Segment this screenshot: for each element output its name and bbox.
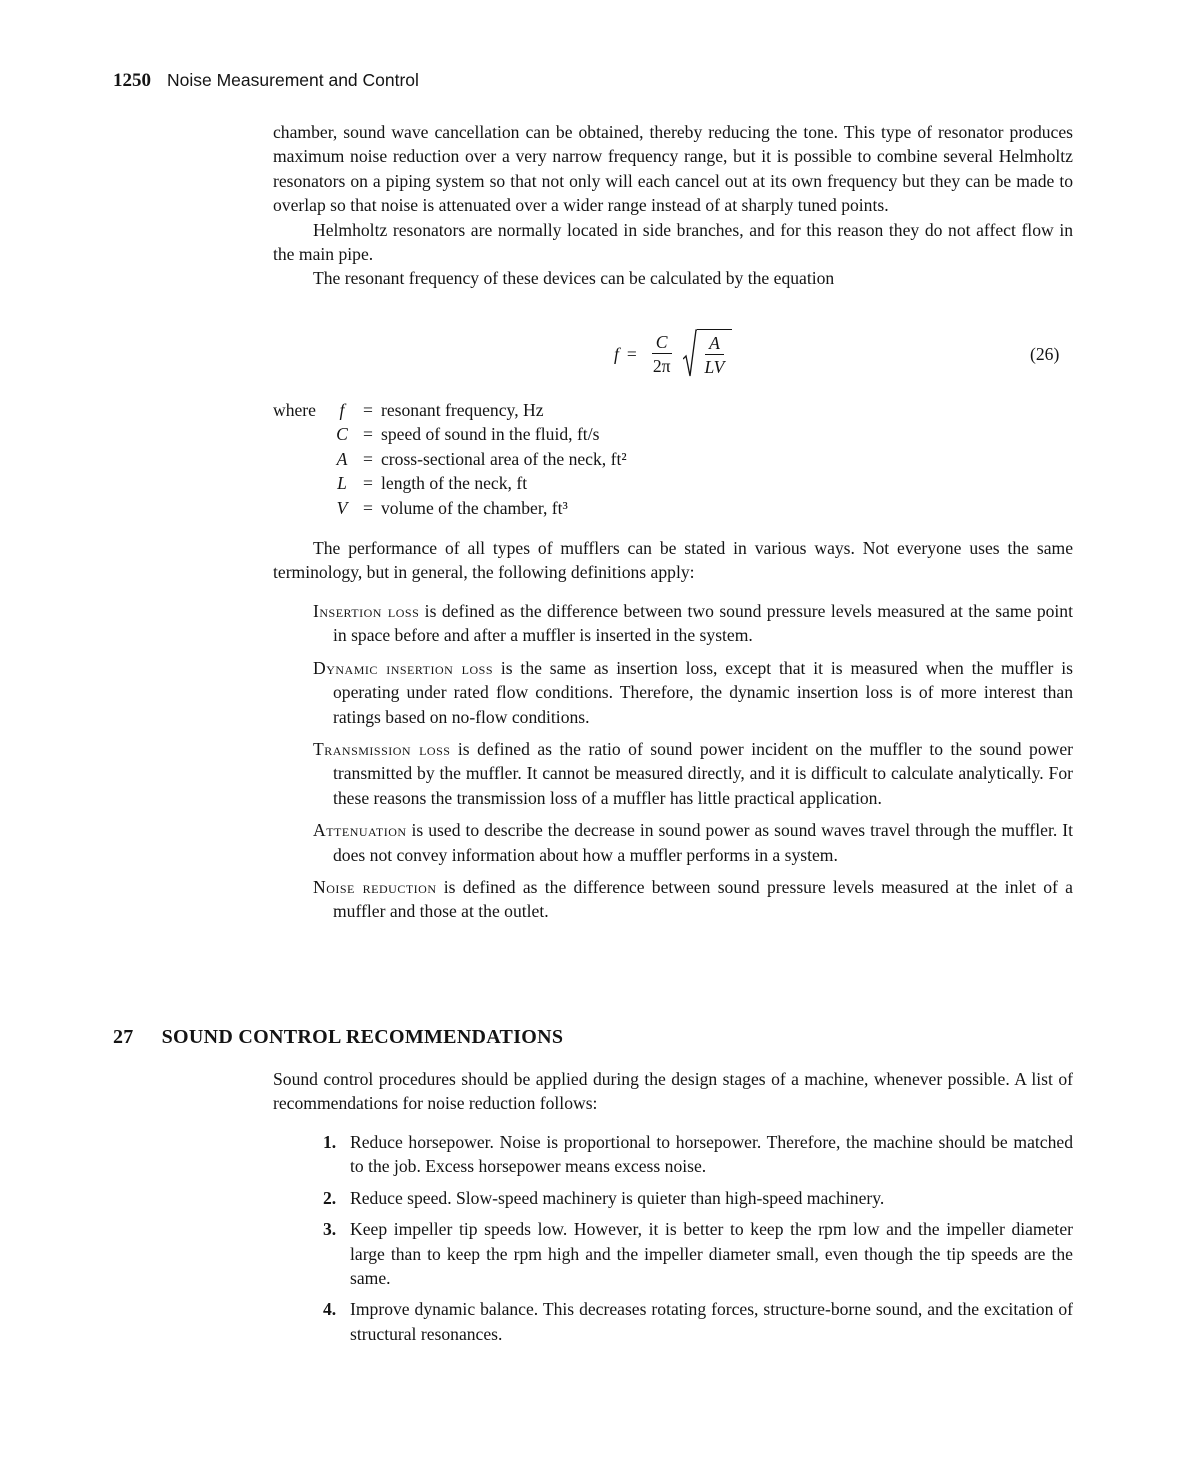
list-item-text: Improve dynamic balance. This decreases rotating forces, structure-borne sound, and the excitation of structural resonances. <box>350 1299 1073 1344</box>
definition-item <box>313 737 1073 810</box>
variable-row <box>273 398 627 422</box>
paragraph-performance: The performance of all types of mufflers can be stated in various ways. Not everyone uses the same terminology, but in general, the following definitions apply: <box>273 538 1073 583</box>
definition-item <box>313 599 1073 648</box>
definition-text: is defined as the difference between two sound pressure levels measured at the same point in space before and after a muffler is inserted in the system. <box>333 601 1073 646</box>
running-title: Noise Measurement and Control <box>167 70 419 90</box>
variable-row <box>273 422 627 446</box>
variable-definitions <box>273 398 627 520</box>
definition-item <box>313 875 1073 924</box>
equation-26 <box>614 326 732 382</box>
variable-description: length of the neck, ft <box>381 473 528 494</box>
variable-description: speed of sound in the fluid, ft/s <box>381 424 600 445</box>
list-item-number: 2. <box>323 1187 337 1208</box>
definition-term: Noise reduction <box>313 877 437 898</box>
list-item-number: 1. <box>323 1132 337 1152</box>
section-number: 27 <box>113 1026 134 1048</box>
list-item <box>323 1130 1073 1179</box>
intro-block <box>273 120 1073 291</box>
variable-symbol: V <box>336 497 348 518</box>
variable-description: resonant frequency, Hz <box>381 400 544 420</box>
definition-list <box>313 599 1073 932</box>
variable-equals: = <box>363 497 373 518</box>
coefficient-numerator: C <box>652 332 672 354</box>
list-item-number: 4. <box>323 1299 337 1320</box>
paragraph-equation-intro: The resonant frequency of these devices can be calculated by the equation <box>313 268 835 289</box>
definition-term: Dynamic insertion loss <box>313 657 494 678</box>
list-item <box>323 1297 1073 1346</box>
running-header <box>113 70 419 92</box>
equation-equals: = <box>626 343 637 364</box>
equation-lhs: f <box>614 343 619 364</box>
variable-equals: = <box>363 473 373 494</box>
variable-equals: = <box>363 400 373 420</box>
variable-row <box>273 447 627 471</box>
radical-sign-icon <box>683 329 697 379</box>
where-label: where <box>273 400 316 420</box>
definition-text: is used to describe the decrease in sound power as sound waves travel through the muffler. It does not convey information about how a muffler performs in a system. <box>333 820 1073 865</box>
list-item-number: 3. <box>323 1219 337 1240</box>
definition-text: is defined as the difference between sound pressure levels measured at the inlet of a muffler and those at the outlet. <box>333 877 1073 922</box>
variable-description: volume of the chamber, ft³ <box>381 497 568 518</box>
variable-row <box>273 496 627 520</box>
definition-text: is the same as insertion loss, except that it is measured when the muffler is operating under rated flow conditions. Therefore, the dynamic insertion loss is of more interest than ratings based on no-flow conditions. <box>333 657 1073 727</box>
list-item-text: Keep impeller tip speeds low. However, it is better to keep the rpm low and the impeller diameter large than to keep the rpm high and the impeller diameter small, even though the tip speeds are the same. <box>350 1219 1073 1289</box>
definition-item <box>313 656 1073 729</box>
equation-coefficient <box>649 332 675 376</box>
recommendation-list <box>323 1130 1073 1353</box>
square-root <box>683 329 733 379</box>
coefficient-denominator: 2π <box>652 356 671 376</box>
paragraph-sound-control: Sound control procedures should be applied during the design stages of a machine, whenever possible. A list of recommendations for noise reduction follows: <box>273 1069 1073 1114</box>
variable-equals: = <box>363 448 373 469</box>
section-intro-block <box>273 1067 1073 1116</box>
radicand-numerator: A <box>705 333 724 355</box>
list-item <box>323 1186 1073 1210</box>
variable-symbol: f <box>339 400 345 420</box>
section-title: SOUND CONTROL RECOMMENDATIONS <box>161 1026 564 1048</box>
page-number: 1250 <box>113 70 151 91</box>
definition-term: Attenuation <box>313 820 407 841</box>
list-item <box>323 1217 1073 1290</box>
variable-equals: = <box>363 424 373 445</box>
definition-term: Transmission loss <box>313 739 451 760</box>
definition-text: is defined as the ratio of sound power incident on the muffler to the sound power transmitted by the muffler. It cannot be measured directly, and it is difficult to calculate analytically. For these reasons the transmission loss of a muffler has little practical application. <box>333 739 1073 808</box>
paragraph-side-branches: Helmholtz resonators are normally located in side branches, and for this reason they do not affect flow in the main pipe. <box>273 219 1073 265</box>
definition-term: Insertion loss <box>313 601 420 621</box>
list-item-text: Reduce horsepower. Noise is proportional to horsepower. Therefore, the machine should be matched to the job. Excess horsepower means excess noise. <box>350 1132 1073 1177</box>
radicand-denominator: LV <box>704 357 725 377</box>
variable-symbol: L <box>337 473 347 494</box>
variable-symbol: A <box>336 448 348 469</box>
variable-row <box>273 471 627 495</box>
radicand-fraction <box>701 333 729 377</box>
list-item-text: Reduce speed. Slow-speed machinery is quieter than high-speed machinery. <box>350 1187 885 1208</box>
variable-description: cross-sectional area of the neck, ft² <box>381 448 627 469</box>
section-heading <box>113 1026 563 1049</box>
radicand <box>697 329 733 379</box>
performance-block <box>273 536 1073 585</box>
equation-number: (26) <box>1030 344 1060 364</box>
paragraph-continuation: chamber, sound wave cancellation can be obtained, thereby reducing the tone. This type of resonator produces maximum noise reduction over a very narrow frequency range, but it is possible to combine several Helmholtz resonators on a piping system so that not only will each cancel out at its own frequency but they can be made to overlap so that noise is attenuated over a wider range instead of at sharply tuned points. <box>273 122 1073 216</box>
definition-item <box>313 818 1073 867</box>
variable-symbol: C <box>336 424 348 445</box>
